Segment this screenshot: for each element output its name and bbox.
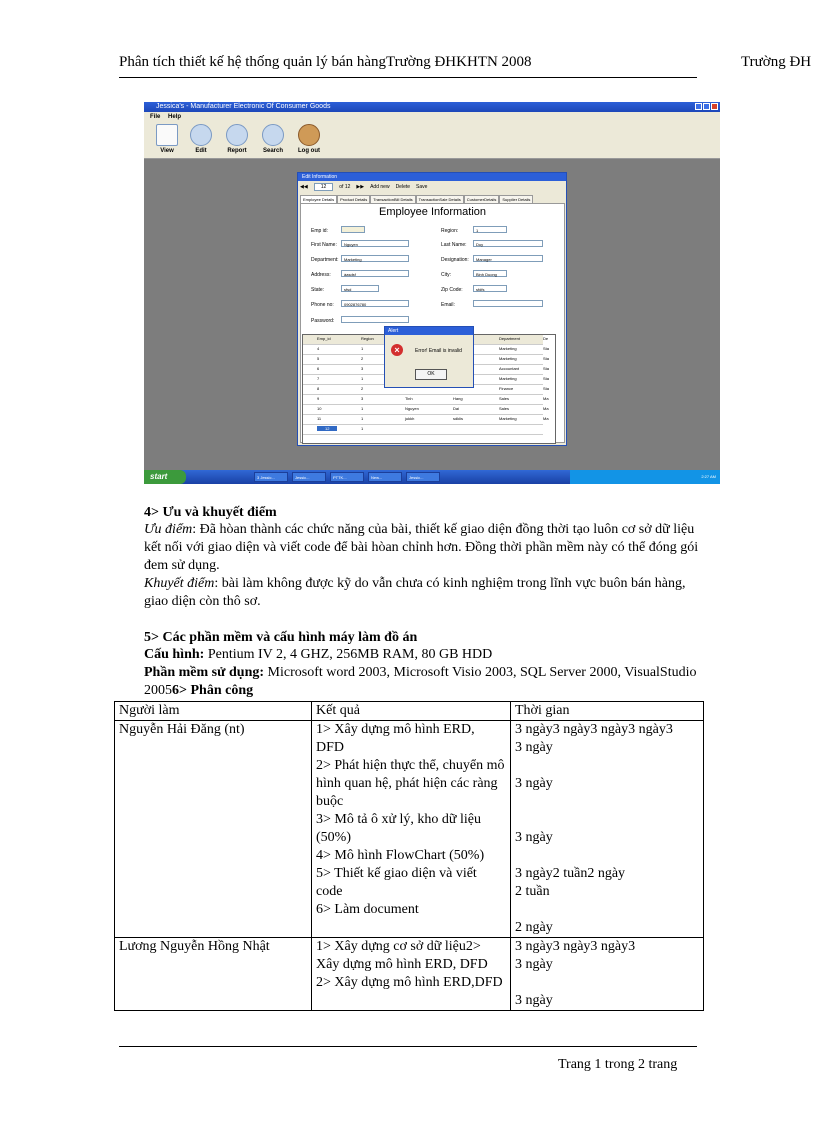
taskbar-item: Jessic... xyxy=(292,472,326,482)
table-row: 9 3 Tinh Hang Sales Ma xyxy=(303,395,543,405)
dialog-title: Edit Information xyxy=(298,173,566,181)
tab-transaction-sale: TransactionSale Details xyxy=(416,195,464,204)
person-cell: Nguyễn Hải Đăng (nt) xyxy=(115,721,312,938)
tab-supplier-details: Supplier Details xyxy=(499,195,533,204)
header-divider xyxy=(119,77,697,78)
tab-product-details: Product Details xyxy=(337,195,370,204)
person-cell: Lương Nguyễn Hồng Nhật xyxy=(115,938,312,1011)
record-navigator xyxy=(300,183,427,191)
result-cell: 1> Xây dựng mô hình ERD, DFD 2> Phát hiện thực thể, chuyển mô hình quan hệ, phát hiện các ràng buộc 3> Mô tả ô xử lý, kho dữ liệu (50%) 4> Mô hình FlowChart (50%) 5> Thiết kế giao diện và viết code 6> Làm document xyxy=(312,721,511,938)
menu-file: File xyxy=(150,114,161,120)
toolbar-search: Search xyxy=(258,124,288,154)
toolbar-view: View xyxy=(152,124,182,154)
alert-title: Alert xyxy=(385,327,473,335)
table-row xyxy=(115,938,704,1011)
email-label: Email: xyxy=(441,302,455,308)
table-row: 10 1 Nguyen Dai Sales Ma xyxy=(303,405,543,415)
city-label: City: xyxy=(441,272,451,278)
ok-button: OK xyxy=(415,369,447,380)
pros-paragraph xyxy=(144,521,704,575)
address-field: àasdsf xyxy=(341,270,409,277)
email-field xyxy=(473,300,543,307)
edit-icon xyxy=(190,124,212,146)
logout-icon xyxy=(298,124,320,146)
section-4-heading: 4> Ưu và khuyết điểm xyxy=(144,505,277,520)
first-name-label: First Name: xyxy=(311,242,337,248)
config-line xyxy=(144,646,704,664)
table-row: 4 1 Marketing Sta xyxy=(303,345,543,355)
emp-id-label: Emp id: xyxy=(311,228,328,234)
region-label: Region: xyxy=(441,228,459,234)
config-value: Pentium IV 2, 4 GHZ, 256MB RAM, 80 GB HDD xyxy=(204,647,493,662)
app-title: Jessica's - Manufacturer Electronic Of Consumer Goods xyxy=(156,103,331,110)
software-label: Phần mềm sử dụng: xyxy=(144,665,265,680)
tab-transaction-bill: TransactionBill Details xyxy=(370,195,415,204)
address-label: Address: xyxy=(311,272,331,278)
designation-label: Designation: xyxy=(441,257,469,263)
pros-label: Ưu điểm xyxy=(144,522,193,537)
section-5-heading: 5> Các phần mềm và cấu hình máy làm đồ án xyxy=(144,630,418,645)
table-header-row xyxy=(115,702,704,721)
clock: 2:27 AM xyxy=(701,474,716,479)
region-field: 1 xyxy=(473,226,507,233)
taskbar-item: PTTK... xyxy=(330,472,364,482)
alert-message: Error! Email is invalid xyxy=(415,348,462,354)
password-label: Password: xyxy=(311,318,335,324)
grid-header: Emp_id Region Department De xyxy=(303,335,543,345)
department-field: Marketing xyxy=(341,255,409,262)
page-header-right: Trường ĐH xyxy=(741,54,812,70)
time-cell: 3 ngày3 ngày3 ngày3 ngày3 3 ngày 3 ngày 3 ngày 3 ngày2 tuần2 ngày 2 tuần 2 ngày xyxy=(511,721,704,938)
section-6-heading: 6> Phân công xyxy=(172,683,254,698)
alert-dialog xyxy=(384,326,474,388)
table-row: 8 2 Finance Sta xyxy=(303,385,543,395)
city-field: Binh Duong xyxy=(473,270,507,277)
toolbar-edit: Edit xyxy=(186,124,216,154)
software-value: Microsoft word 2003, Microsoft Visio 2003, SQL Server 2000, VisualStudio 2005 xyxy=(144,665,697,698)
table-row xyxy=(115,721,704,938)
last-name-label: Last Name: xyxy=(441,242,467,248)
table-row: 5 2 Marketing Sta xyxy=(303,355,543,365)
table-row: 6 3 Accountant Sta xyxy=(303,365,543,375)
record-position: 12 xyxy=(314,183,334,191)
col-header-person: Người làm xyxy=(115,702,312,721)
time-cell: 3 ngày3 ngày3 ngày3 3 ngày 3 ngày xyxy=(511,938,704,1011)
table-row: 7 1 Marketing Sta xyxy=(303,375,543,385)
col-header-result: Kết quả xyxy=(312,702,511,721)
window-controls xyxy=(695,103,718,110)
start-button: start xyxy=(144,470,186,484)
zip-field: sfdfs xyxy=(473,285,507,292)
page-footer: Trang 1 trong 2 trang xyxy=(558,1057,678,1072)
minimize-icon xyxy=(695,103,702,110)
taskbar-item: Jessic... xyxy=(406,472,440,482)
windows-taskbar xyxy=(144,470,720,484)
table-row: 12 1 xyxy=(303,425,543,435)
last-name-field: Duy xyxy=(473,240,543,247)
phone-label: Phone no: xyxy=(311,302,334,308)
record-count: of 12 xyxy=(339,184,351,190)
tab-customer-details: CustomerDetails xyxy=(464,195,500,204)
system-tray xyxy=(570,470,720,484)
table-row: 11 1 jukkh sdklis Marketing Ma xyxy=(303,415,543,425)
col-header-time: Thời gian xyxy=(511,702,704,721)
close-icon xyxy=(711,103,718,110)
error-icon: × xyxy=(391,344,403,356)
add-new-button: Add new xyxy=(370,184,390,190)
employee-heading: Employee Information xyxy=(379,206,486,218)
view-icon xyxy=(156,124,178,146)
result-cell: 1> Xây dựng cơ sở dữ liệu2> Xây dựng mô hình ERD, DFD 2> Xây dựng mô hình ERD,DFD xyxy=(312,938,511,1011)
toolbar-logout: Log out xyxy=(294,124,324,154)
state-field: sfsd xyxy=(341,285,379,292)
cons-paragraph xyxy=(144,575,704,611)
first-name-field: Nguyen xyxy=(341,240,409,247)
footer-divider xyxy=(119,1046,697,1047)
app-titlebar xyxy=(144,102,720,112)
search-icon xyxy=(262,124,284,146)
embedded-screenshot xyxy=(144,102,720,484)
department-label: Department: xyxy=(311,257,339,263)
assignment-table xyxy=(114,701,704,1011)
nav-first-icon: ◀◀ xyxy=(300,184,308,190)
taskbar-item: New... xyxy=(368,472,402,482)
zip-label: Zip Code: xyxy=(441,287,463,293)
menu-help: Help xyxy=(168,114,182,120)
emp-id-field xyxy=(341,226,365,233)
cons-text: : bài làm không được kỹ do vẫn chưa có kinh nghiệm trong lĩnh vực buôn bán hàng, giao diện còn thô sơ. xyxy=(144,576,686,609)
phone-field: 0902876780 xyxy=(341,300,409,307)
save-button: Save xyxy=(416,184,428,190)
nav-last-icon: ▶▶ xyxy=(356,184,365,190)
config-label: Cấu hình: xyxy=(144,647,205,662)
section-4 xyxy=(144,505,704,611)
tab-employee-details: Employee Details xyxy=(300,195,337,204)
cons-label: Khuyết điểm xyxy=(144,576,215,591)
state-label: State: xyxy=(311,287,325,293)
maximize-icon xyxy=(703,103,710,110)
app-menubar xyxy=(144,112,720,122)
toolbar-report: Report xyxy=(222,124,252,154)
app-toolbar xyxy=(144,122,720,159)
taskbar-item: 3 Jessic... xyxy=(254,472,288,482)
section-5 xyxy=(144,630,704,700)
report-icon xyxy=(226,124,248,146)
delete-button: Delete xyxy=(395,184,411,190)
password-field xyxy=(341,316,409,323)
page-header-title: Phân tích thiết kế hệ thống quản lý bán hàngTrường ĐHKHTN 2008 xyxy=(119,54,532,70)
pros-text: : Đã hòan thành các chức năng của bài, thiết kế giao diện đồng thời tạo luôn cơ sở dữ liệu kết nối với giao diện và viết code để bài hòan chỉnh hơn. Đồng thời phần mềm này có thể đóng gói đem sử dụng. xyxy=(144,522,699,573)
software-line xyxy=(144,664,704,700)
designation-field: Manager xyxy=(473,255,543,262)
